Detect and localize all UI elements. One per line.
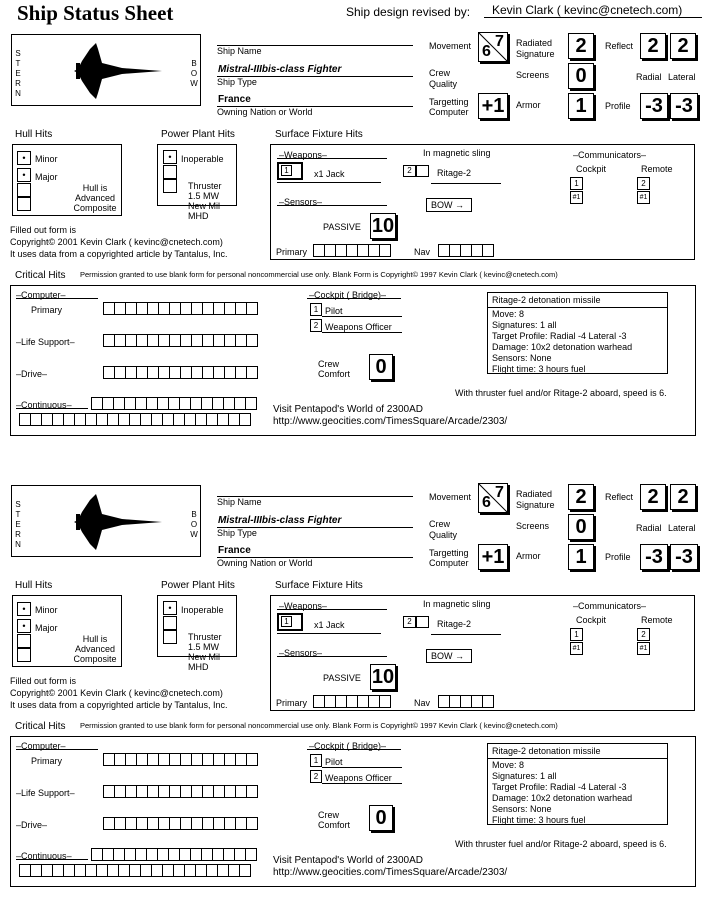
comm-remote-hit[interactable]: #1 — [637, 642, 650, 655]
hull-description: Hull is Advanced Composite — [73, 634, 117, 664]
ship-status-sheet — [0, 0, 720, 450]
drive-label: –Drive– — [16, 369, 48, 379]
screens-label: Screens — [516, 521, 550, 531]
continuous-cells-bottom[interactable] — [19, 864, 251, 877]
targetting-label: Targetting Computer — [429, 97, 469, 117]
profile-lateral-value: -3 — [670, 544, 698, 570]
weapon-1-box[interactable] — [277, 162, 303, 180]
targetting-value: +1 — [478, 93, 508, 119]
stern-label: S T E R N — [15, 49, 21, 98]
missile-line: Damage: 10x2 detonation warhead — [492, 793, 633, 803]
continuous-cells-top[interactable] — [91, 397, 257, 410]
comm-remote-hit[interactable]: #1 — [637, 191, 650, 204]
continuous-line — [16, 859, 88, 860]
communicators-label: –Communicators– — [573, 150, 647, 160]
reflect-label: Reflect — [605, 41, 634, 51]
filled-out-line-3: It uses data from a copyrighted article by Tantalus, Inc. — [10, 249, 228, 259]
power-plant-label: Power Plant Hits — [161, 129, 235, 140]
weapon-1-number: 1 — [281, 165, 292, 176]
missile-info-box — [487, 743, 668, 825]
surface-fixture-label: Surface Fixture Hits — [275, 129, 363, 140]
cockpit-bridge-label: –Cockpit ( Bridge)– — [309, 290, 387, 300]
weapons-label: –Weapons– — [279, 601, 327, 611]
missile-line: Flight time: 3 hours fuel — [492, 815, 586, 825]
reflect-label: Reflect — [605, 492, 634, 502]
thruster-description: Thruster 1.5 MW New Mil MHD — [188, 632, 222, 672]
cockpit-comm-label: Cockpit — [576, 164, 607, 174]
radiated-value: 2 — [568, 33, 594, 59]
hull-hits-box — [12, 595, 122, 667]
hull-major-checkbox[interactable]: • — [17, 619, 31, 633]
pilot-number[interactable]: 1 — [310, 303, 322, 316]
permission-note: Permission granted to use blank form for personal noncommercial use only. Blank Form is Copyright© 1997 Kevin Clark ( kevinc@cnetech.com) — [80, 721, 558, 730]
filled-out-line-1: Filled out form is — [10, 225, 77, 235]
visit-text: Visit Pentapod's World of 2300AD — [273, 855, 423, 866]
ritage-label: Ritage-2 — [437, 619, 472, 629]
minor-label: Minor — [35, 605, 58, 615]
pilot-line — [322, 767, 402, 768]
drive-cells[interactable] — [103, 366, 258, 379]
hit-cell[interactable] — [246, 817, 258, 830]
hull-description: Hull is Advanced Composite — [73, 183, 117, 213]
passive-label: PASSIVE — [323, 673, 361, 683]
power-box-3[interactable] — [163, 630, 177, 644]
power-plant-box — [157, 144, 237, 221]
inoperable-label: Inoperable — [181, 154, 224, 164]
passive-value: 10 — [371, 666, 395, 688]
sensors-label: –Sensors– — [279, 648, 323, 658]
movement-a-value: 6 — [482, 43, 491, 60]
cockpit-bridge-line — [307, 298, 401, 299]
nation-value: France — [218, 94, 251, 105]
hit-cell[interactable] — [245, 848, 257, 861]
movement-box — [478, 32, 508, 62]
hit-cell[interactable] — [245, 397, 257, 410]
continuous-label: –Continuous– — [16, 851, 72, 861]
crew-quality-label: Crew Quality — [429, 519, 458, 540]
crew-quality-label: Crew Quality — [429, 68, 458, 89]
comm-cockpit-hit[interactable]: #1 — [570, 642, 583, 655]
hull-hits-box — [12, 144, 122, 216]
computer-primary-cells[interactable] — [103, 302, 258, 315]
hull-major-checkbox[interactable]: • — [17, 168, 31, 182]
ship-silhouette-box — [11, 485, 201, 557]
primary-sensor-cells[interactable] — [313, 244, 391, 257]
nav-sensor-cells[interactable] — [438, 695, 494, 708]
weapons-line — [277, 609, 387, 610]
comm-cockpit-hit[interactable]: #1 — [570, 191, 583, 204]
ship-type-value: Mistral-IIIbis-class Fighter — [218, 515, 342, 526]
hit-cell[interactable] — [246, 785, 258, 798]
sling-box[interactable] — [416, 616, 429, 628]
profile-label: Profile — [605, 552, 631, 562]
nation-value: France — [218, 545, 251, 556]
radial-label: Radial — [636, 523, 662, 533]
sensors-label: –Sensors– — [279, 197, 323, 207]
missile-line: Signatures: 1 all — [492, 320, 557, 330]
critical-hits-box — [10, 736, 696, 887]
missile-line: Target Profile: Radial -4 Lateral -3 — [492, 782, 627, 792]
nav-sensor-cells[interactable] — [438, 244, 494, 257]
sling-box[interactable] — [416, 165, 429, 177]
screens-value: 0 — [568, 63, 594, 89]
movement-b-value: 7 — [495, 484, 504, 501]
passive-label: PASSIVE — [323, 222, 361, 232]
lateral-label: Lateral — [668, 72, 696, 82]
minor-label: Minor — [35, 154, 58, 164]
critical-hits-label: Critical Hits — [15, 270, 66, 281]
filled-out-line-1: Filled out form is — [10, 676, 77, 686]
power-box-3[interactable] — [163, 179, 177, 193]
profile-radial-value: -3 — [640, 544, 668, 570]
sensors-line — [277, 205, 387, 206]
computer-primary-cells[interactable] — [103, 753, 258, 766]
hull-minor-checkbox[interactable]: • — [17, 151, 31, 165]
sling-number: 2 — [403, 616, 416, 628]
power-plant-box — [157, 595, 237, 672]
life-support-cells[interactable] — [103, 334, 258, 347]
inoperable-checkbox[interactable]: • — [163, 601, 177, 615]
visit-text: Visit Pentapod's World of 2300AD — [273, 404, 423, 415]
major-label: Major — [35, 172, 58, 182]
revised-label: Ship design revised by: — [346, 5, 471, 19]
hit-cell[interactable] — [379, 244, 391, 257]
ritage-line — [431, 634, 501, 635]
ship-status-sheet — [0, 451, 720, 901]
surface-fixture-box — [270, 144, 695, 260]
movement-b-value: 7 — [495, 33, 504, 50]
jack-line — [277, 182, 381, 183]
weapons-officer-line — [322, 783, 402, 784]
communicators-label: –Communicators– — [573, 601, 647, 611]
armor-label: Armor — [516, 551, 541, 561]
radiated-value: 2 — [568, 484, 594, 510]
ritage-line — [431, 183, 501, 184]
ritage-label: Ritage-2 — [437, 168, 472, 178]
hull-hits-label: Hull Hits — [15, 129, 53, 140]
crew-comfort-value: 0 — [369, 354, 393, 380]
ship-type-label: Ship Type — [217, 528, 257, 538]
comm-remote-number: 2 — [637, 177, 650, 190]
weapons-label: –Weapons– — [279, 150, 327, 160]
cockpit-comm-label: Cockpit — [576, 615, 607, 625]
weapon-1-box[interactable] — [277, 613, 303, 631]
armor-value: 1 — [568, 544, 594, 570]
nation-label: Owning Nation or World — [217, 558, 313, 568]
reflect-radial-value: 2 — [640, 33, 666, 59]
ship-silhouette-icon — [12, 35, 202, 107]
life-support-label: –Life Support– — [16, 788, 75, 798]
missile-lines — [492, 760, 663, 826]
critical-hits-label: Critical Hits — [15, 721, 66, 732]
primary-sensor-label: Primary — [276, 247, 307, 257]
weapons-officer-line — [322, 332, 402, 333]
armor-label: Armor — [516, 100, 541, 110]
movement-box — [478, 483, 508, 513]
hit-cell[interactable] — [482, 244, 494, 257]
screens-value: 0 — [568, 514, 594, 540]
profile-lateral-value: -3 — [670, 93, 698, 119]
remote-comm-label: Remote — [641, 615, 673, 625]
hit-cell[interactable] — [482, 695, 494, 708]
surface-fixture-box — [270, 595, 695, 711]
speed-note: With thruster fuel and/or Ritage-2 aboard, speed is 6. — [455, 388, 667, 398]
missile-line: Sensors: None — [492, 804, 552, 814]
movement-a-value: 6 — [482, 494, 491, 511]
hit-cell[interactable] — [246, 302, 258, 315]
computer-line — [16, 749, 98, 750]
crew-comfort-label: Crew Comfort — [318, 810, 351, 830]
computer-line — [16, 298, 98, 299]
profile-radial-value: -3 — [640, 93, 668, 119]
missile-line: Flight time: 3 hours fuel — [492, 364, 586, 374]
computer-primary-label: Primary — [31, 305, 62, 315]
lateral-label: Lateral — [668, 523, 696, 533]
bow-arrow-box: BOW → — [426, 198, 472, 212]
missile-line: Move: 8 — [492, 309, 525, 319]
thruster-description: Thruster 1.5 MW New Mil MHD — [188, 181, 222, 221]
missile-line: Damage: 10x2 detonation warhead — [492, 342, 633, 352]
magnetic-sling-label: In magnetic sling — [423, 148, 491, 158]
ship-silhouette-box — [11, 34, 201, 106]
hull-box-4[interactable] — [17, 197, 31, 211]
revised-by-value: Kevin Clark ( kevinc@cnetech.com) — [492, 3, 683, 17]
comm-remote-number: 2 — [637, 628, 650, 641]
major-label: Major — [35, 623, 58, 633]
jack-label: x1 Jack — [314, 620, 345, 630]
hull-hits-label: Hull Hits — [15, 580, 53, 591]
inoperable-checkbox[interactable]: • — [163, 150, 177, 164]
power-plant-label: Power Plant Hits — [161, 580, 235, 591]
pilot-line — [322, 316, 402, 317]
sheet-title: Ship Status Sheet — [17, 1, 174, 25]
primary-sensor-label: Primary — [276, 698, 307, 708]
continuous-line — [16, 408, 88, 409]
drive-label: –Drive– — [16, 820, 48, 830]
reflect-radial-value: 2 — [640, 484, 666, 510]
missile-line: Signatures: 1 all — [492, 771, 557, 781]
missile-info-box — [487, 292, 668, 374]
nation-label: Owning Nation or World — [217, 107, 313, 117]
nav-sensor-label: Nav — [414, 247, 431, 257]
hit-cell[interactable] — [379, 695, 391, 708]
hull-box-4[interactable] — [17, 648, 31, 662]
life-support-cells[interactable] — [103, 785, 258, 798]
surface-fixture-label: Surface Fixture Hits — [275, 580, 363, 591]
filled-out-line-2: Copyright© 2001 Kevin Clark ( kevinc@cnetech.com) — [10, 237, 223, 247]
drive-cells[interactable] — [103, 817, 258, 830]
reflect-lateral-value: 2 — [670, 33, 696, 59]
cockpit-bridge-line — [307, 749, 401, 750]
hull-box-3[interactable] — [17, 634, 31, 648]
missile-title-line — [488, 758, 667, 759]
missile-line: Target Profile: Radial -4 Lateral -3 — [492, 331, 627, 341]
hit-cell[interactable] — [246, 753, 258, 766]
nav-sensor-label: Nav — [414, 698, 431, 708]
hit-cell[interactable] — [239, 413, 251, 426]
sensors-line — [277, 656, 387, 657]
targetting-value: +1 — [478, 544, 508, 570]
armor-value: 1 — [568, 93, 594, 119]
hit-cell[interactable] — [246, 366, 258, 379]
hit-cell[interactable] — [239, 864, 251, 877]
pilot-number[interactable]: 1 — [310, 754, 322, 767]
movement-label: Movement — [429, 492, 472, 502]
url-link[interactable]: http://www.geocities.com/TimesSquare/Arcade/2303/ — [273, 416, 508, 427]
ship-name-label: Ship Name — [217, 46, 262, 56]
stern-label: S T E R N — [15, 500, 21, 549]
weapons-officer-number[interactable]: 2 — [310, 770, 322, 783]
missile-title-line — [488, 307, 667, 308]
revised-underline — [484, 17, 702, 18]
sling-number: 2 — [403, 165, 416, 177]
ship-type-value: Mistral-IIIbis-class Fighter — [218, 64, 342, 75]
bow-label: B O W — [190, 59, 198, 88]
crew-comfort-value: 0 — [369, 805, 393, 831]
filled-out-line-3: It uses data from a copyrighted article by Tantalus, Inc. — [10, 700, 228, 710]
crew-comfort-label: Crew Comfort — [318, 359, 351, 379]
pilot-label: Pilot — [325, 757, 343, 767]
screens-label: Screens — [516, 70, 550, 80]
continuous-label: –Continuous– — [16, 400, 72, 410]
profile-label: Profile — [605, 101, 631, 111]
power-box-2[interactable] — [163, 616, 177, 630]
hull-box-3[interactable] — [17, 183, 31, 197]
ship-name-label: Ship Name — [217, 497, 262, 507]
ship-silhouette-icon — [12, 486, 202, 558]
hit-cell[interactable] — [246, 334, 258, 347]
filled-out-line-2: Copyright© 2001 Kevin Clark ( kevinc@cnetech.com) — [10, 688, 223, 698]
ship-type-label: Ship Type — [217, 77, 257, 87]
life-support-label: –Life Support– — [16, 337, 75, 347]
critical-hits-box — [10, 285, 696, 436]
bow-label: B O W — [190, 510, 198, 539]
computer-primary-label: Primary — [31, 756, 62, 766]
radiated-label: Radiated Signature — [516, 38, 555, 59]
missile-lines — [492, 309, 663, 375]
radiated-label: Radiated Signature — [516, 489, 555, 510]
weapons-officer-label: Weapons Officer — [325, 322, 392, 332]
continuous-cells-bottom[interactable] — [19, 413, 251, 426]
missile-line: Sensors: None — [492, 353, 552, 363]
remote-comm-label: Remote — [641, 164, 673, 174]
missile-title: Ritage-2 detonation missile — [492, 746, 601, 756]
missile-title: Ritage-2 detonation missile — [492, 295, 601, 305]
comm-cockpit-number: 1 — [570, 177, 583, 190]
hull-minor-checkbox[interactable]: • — [17, 602, 31, 616]
pilot-label: Pilot — [325, 306, 343, 316]
missile-line: Move: 8 — [492, 760, 525, 770]
cockpit-bridge-label: –Cockpit ( Bridge)– — [309, 741, 387, 751]
passive-value: 10 — [371, 215, 395, 237]
weapons-officer-number[interactable]: 2 — [310, 319, 322, 332]
inoperable-label: Inoperable — [181, 605, 224, 615]
permission-note: Permission granted to use blank form for personal noncommercial use only. Blank Form is Copyright© 1997 Kevin Clark ( kevinc@cnetech.com) — [80, 270, 558, 279]
comm-cockpit-number: 1 — [570, 628, 583, 641]
computer-label: –Computer– — [16, 741, 66, 751]
jack-line — [277, 633, 381, 634]
weapon-1-number: 1 — [281, 616, 292, 627]
reflect-lateral-value: 2 — [670, 484, 696, 510]
magnetic-sling-label: In magnetic sling — [423, 599, 491, 609]
power-box-2[interactable] — [163, 165, 177, 179]
weapons-line — [277, 158, 387, 159]
speed-note: With thruster fuel and/or Ritage-2 aboard, speed is 6. — [455, 839, 667, 849]
weapons-officer-label: Weapons Officer — [325, 773, 392, 783]
computer-label: –Computer– — [16, 290, 66, 300]
bow-arrow-box: BOW → — [426, 649, 472, 663]
movement-label: Movement — [429, 41, 472, 51]
url-link[interactable]: http://www.geocities.com/TimesSquare/Arcade/2303/ — [273, 867, 508, 878]
radial-label: Radial — [636, 72, 662, 82]
primary-sensor-cells[interactable] — [313, 695, 391, 708]
targetting-label: Targetting Computer — [429, 548, 469, 568]
jack-label: x1 Jack — [314, 169, 345, 179]
continuous-cells-top[interactable] — [91, 848, 257, 861]
